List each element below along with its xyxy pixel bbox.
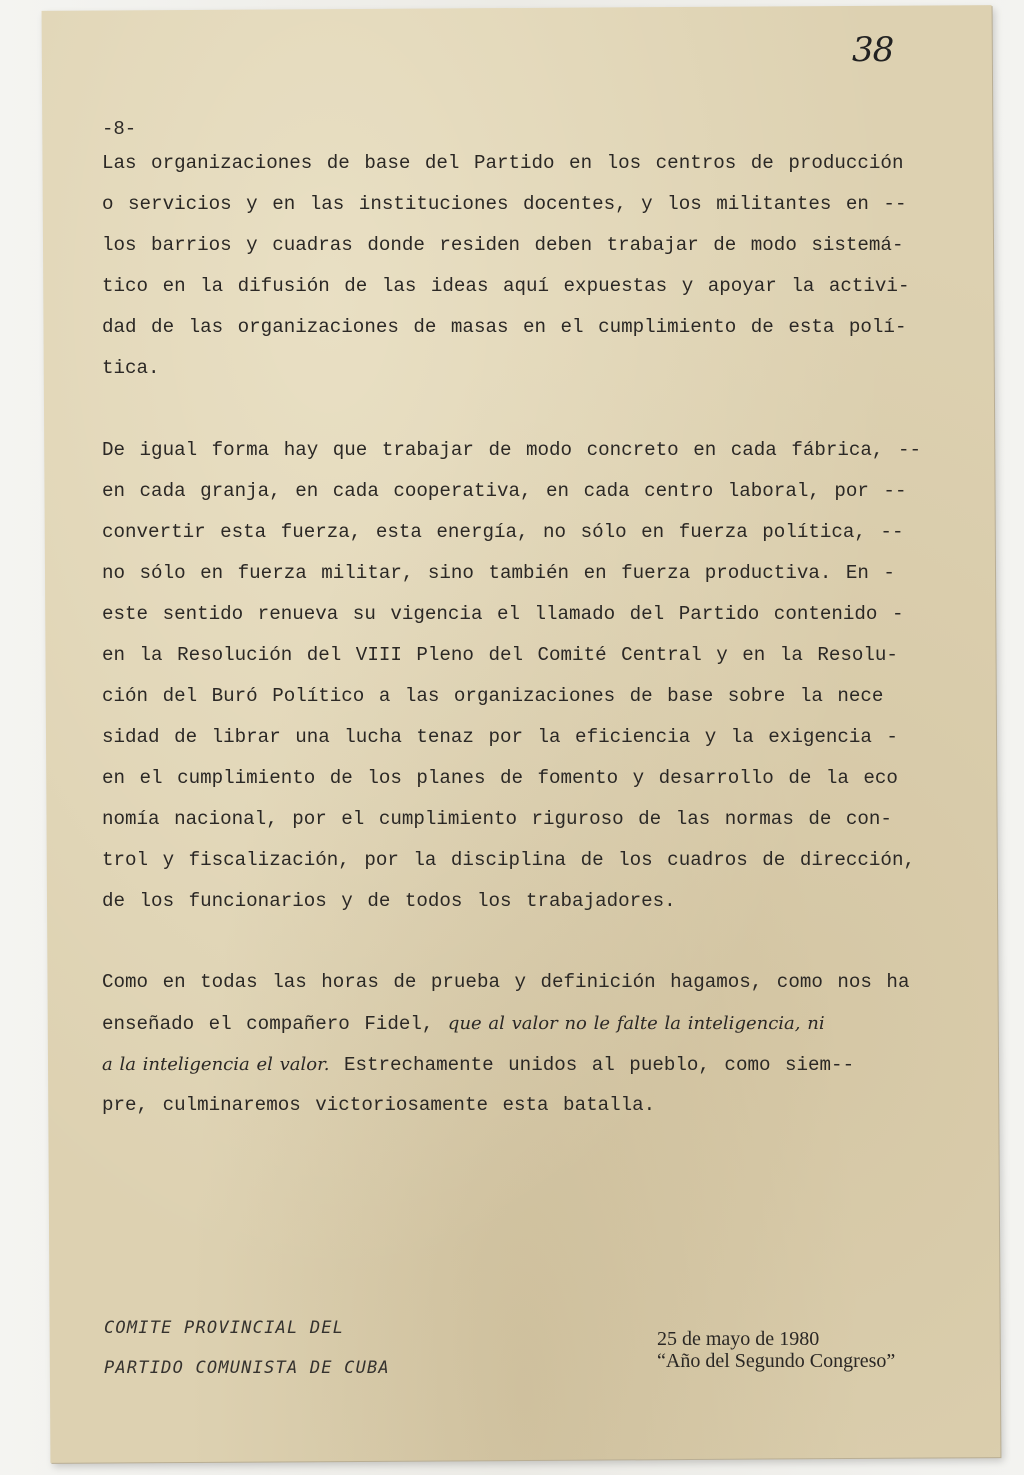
- document-date: 25 de mayo de 1980: [657, 1328, 820, 1350]
- text-line: De igual forma hay que trabajar de modo concreto en cada fábrica, --: [102, 439, 921, 461]
- text-line: nomía nacional, por el cumplimiento riguroso de las normas de con-: [102, 808, 892, 830]
- text-line: Como en todas las horas de prueba y definición hagamos, como nos ha: [102, 971, 910, 993]
- date-block: [657, 1328, 895, 1372]
- handwritten-page-number: 38: [852, 30, 894, 70]
- text-line: los barrios y cuadras donde residen deben trabajar de modo sistemá-: [102, 234, 904, 256]
- signature-block: [104, 1314, 390, 1394]
- text-line: en el cumplimiento de los planes de fomento y desarrollo de la eco: [102, 767, 898, 789]
- text-line: convertir esta fuerza, esta energía, no sólo en fuerza política, --: [102, 521, 904, 543]
- paragraph-1: [102, 143, 942, 389]
- text-line: de los funcionarios y de todos los trabajadores.: [102, 890, 676, 912]
- text-line: este sentido renueva su vigencia el llamado del Partido contenido -: [102, 603, 904, 625]
- text-line: en la Resolución del VIII Pleno del Comité Central y en la Resolu-: [102, 644, 898, 666]
- text-line: dad de las organizaciones de masas en el cumplimiento de esta polí-: [102, 316, 907, 338]
- text-line: no sólo en fuerza militar, sino también en fuerza productiva. En -: [102, 562, 895, 584]
- typed-text: enseñado el compañero Fidel,: [102, 1013, 448, 1035]
- typed-text: Estrechamente unidos al pueblo, como siem--: [329, 1054, 855, 1076]
- text-line: o servicios y en las instituciones docentes, y los militantes en --: [102, 193, 907, 215]
- text-line: sidad de librar una lucha tenaz por la eficiencia y la exigencia -: [102, 726, 898, 748]
- paragraph-3: [102, 962, 942, 1126]
- paragraph-2: [102, 430, 942, 922]
- handwritten-quote: que al valor no le falte la inteligencia, ni: [447, 1013, 825, 1034]
- handwritten-quote: a la inteligencia el valor.: [102, 1054, 330, 1075]
- text-line: [102, 1044, 942, 1085]
- text-line: [102, 1003, 942, 1044]
- party-name: PARTIDO COMUNISTA DE CUBA: [104, 1358, 390, 1378]
- committee-name: COMITE PROVINCIAL DEL: [104, 1318, 345, 1338]
- text-line: tico en la difusión de las ideas aquí expuestas y apoyar la activi-: [102, 275, 910, 297]
- text-line: Las organizaciones de base del Partido en los centros de producción: [102, 152, 904, 174]
- text-line: trol y fiscalización, por la disciplina de los cuadros de dirección,: [102, 849, 915, 871]
- text-line: pre, culminaremos victoriosamente esta batalla.: [102, 1094, 656, 1116]
- year-motto: “Año del Segundo Congreso”: [657, 1350, 896, 1372]
- text-line: en cada granja, en cada cooperativa, en cada centro laboral, por --: [102, 480, 907, 502]
- page-number: -8-: [102, 118, 137, 140]
- text-line: tica.: [102, 357, 160, 379]
- text-line: ción del Buró Político a las organizaciones de base sobre la nece: [102, 685, 884, 707]
